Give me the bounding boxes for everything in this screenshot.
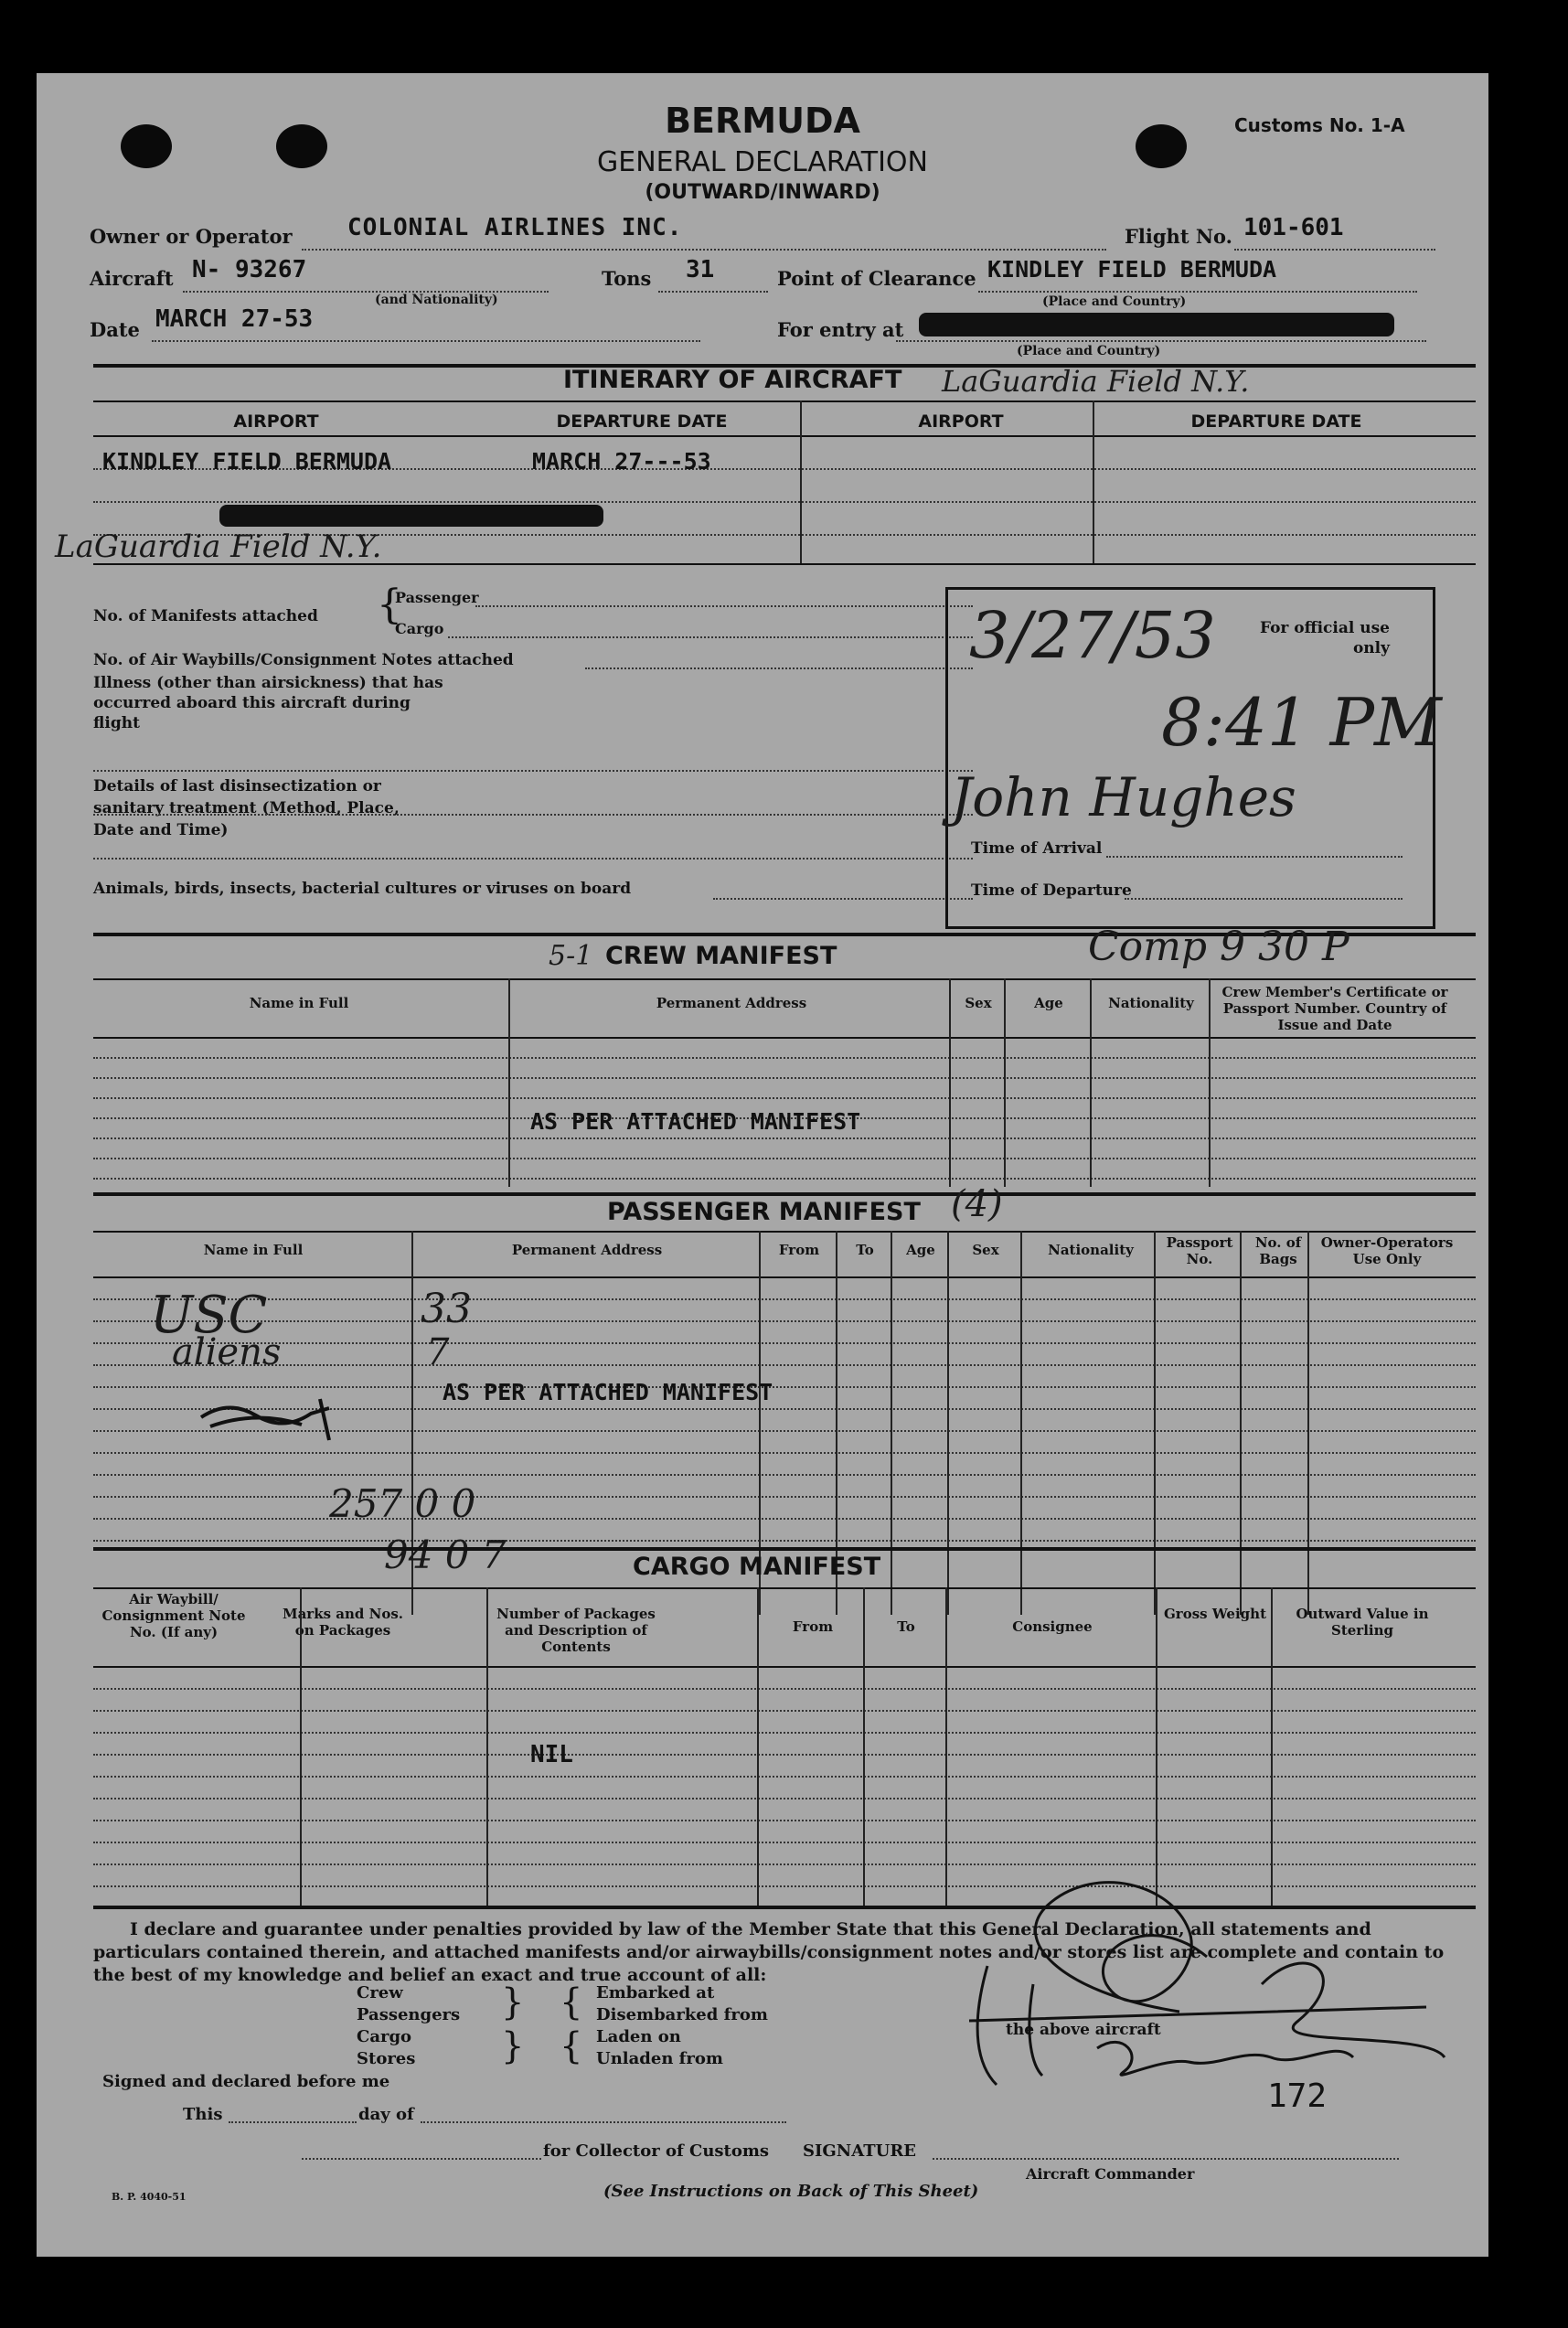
list-laden: Laden on — [596, 2027, 681, 2046]
itinerary-row1-airport: KINDLEY FIELD BERMUDA — [102, 448, 392, 475]
form-code: B. P. 4040-51 — [112, 2191, 187, 2203]
itinerary-col-date: DEPARTURE DATE — [556, 411, 728, 432]
itinerary-title: ITINERARY OF AIRCRAFT — [563, 366, 902, 394]
passenger-col-address: Permanent Address — [511, 1242, 663, 1258]
redaction — [919, 313, 1394, 336]
cargo-col-waybill: Air Waybill/ Consignment Note No. (If any) — [101, 1591, 246, 1640]
owner-value: COLONIAL AIRLINES INC. — [347, 214, 683, 241]
passenger-hand-usc-count: 33 — [421, 1286, 472, 1332]
list-disembarked: Disembarked from — [596, 2005, 768, 2024]
official-use-label: For official use only — [1259, 619, 1390, 657]
passenger-hand-aliens-count: 7 — [426, 1331, 450, 1373]
collector-label: for Collector of Customs — [543, 2141, 770, 2161]
clearance-label: Point of Clearance — [777, 267, 976, 290]
illness-label: Illness (other than airsickness) that has occurred aboard this aircraft during flight — [93, 674, 443, 732]
official-hand-date: 3/27/53 — [969, 598, 1216, 673]
cargo-col-from: From — [792, 1618, 834, 1635]
cargo-col-value: Outward Value in Sterling — [1296, 1606, 1429, 1639]
itinerary-col-airport-2: AIRPORT — [918, 411, 1004, 432]
disinsect-label: Details of last disinsectization or sanitary treatment (Method, Place, Date and Time) — [93, 777, 400, 839]
aircraft-note: the above aircraft — [1006, 2021, 1161, 2039]
declaration-list-left — [357, 1982, 460, 2070]
cargo-title: CARGO MANIFEST — [633, 1553, 881, 1581]
passenger-hand-tally-2: 94 0 7 — [384, 1532, 507, 1577]
flight-label: Flight No. — [1125, 225, 1232, 248]
passenger-col-owner: Owner-Operators Use Only — [1320, 1234, 1454, 1267]
cargo-count-label: Cargo — [395, 620, 444, 637]
passenger-col-bags: No. of Bags — [1254, 1234, 1302, 1267]
passenger-col-to: To — [856, 1242, 874, 1258]
entry-note: (Place and Country) — [1017, 344, 1161, 358]
departure-label: Time of Departure — [971, 881, 1132, 900]
passenger-col-age: Age — [906, 1242, 935, 1258]
passenger-col-passport: Passport No. — [1166, 1234, 1233, 1267]
passenger-col-nationality: Nationality — [1048, 1242, 1134, 1258]
animals-label: Animals, birds, insects, bacterial cultures or viruses on board — [93, 880, 632, 898]
scribble-mark — [192, 1390, 357, 1445]
list-embarked: Embarked at — [596, 1983, 715, 2002]
cargo-nil: NIL — [530, 1741, 573, 1768]
entry-handwritten: LaGuardia Field N.Y. — [942, 364, 1250, 399]
passenger-hand-tally-1: 257 0 0 — [329, 1481, 476, 1526]
waybills-label: No. of Air Waybills/Consignment Notes attached — [93, 651, 514, 669]
arrival-label: Time of Arrival — [971, 839, 1103, 858]
list-unladen: Unladen from — [596, 2049, 723, 2068]
crew-hand-comp: Comp 9 30 P — [1088, 924, 1349, 970]
list-cargo: Cargo — [357, 2027, 412, 2046]
passenger-col-sex: Sex — [972, 1242, 999, 1258]
crew-col-address: Permanent Address — [656, 995, 807, 1011]
signature-label: SIGNATURE — [803, 2141, 916, 2161]
cargo-col-to: To — [897, 1618, 915, 1635]
itinerary-col-date-2: DEPARTURE DATE — [1190, 411, 1362, 432]
passenger-hand-usc: USC — [150, 1286, 268, 1345]
declaration-list-right — [596, 1982, 768, 2070]
passenger-hand-aliens: aliens — [172, 1331, 282, 1373]
declaration-form: BERMUDA GENERAL DECLARATION (OUTWARD/INWARD) Customs No. 1-A Owner or Operator COLONIAL AIRLINES INC. Flight No. 101-601 Aircraft N- 93267 (and Nationality) Tons 31 Point of Clearance KINDLEY FIELD BERMUDA (Place and Country) Date MARCH 27-53 For entry at (Place and Country) ITINERARY OF AIRCRAFT LaGuardia Field N.Y. AIRPORT DEPARTURE DATE AIRPORT DEPARTURE DATE KINDLEY FIELD BERMUDA MARCH 27---53 LaGuardia Field N.Y. No. of Manifests attached { Passenger Cargo No. of Air Waybills/Consignment Notes attached Illness (other than airsickness) that has occurred aboard this aircraft during flight Details of last disinsectization or sanitary treatment (Method, Place, Date and Time) Animals, birds, insects, bacterial cultures or viruses on board For official use only 3/27/53 8:41 PM John Hughes Time of Arrival Time of Departure 5-1 CREW MANIFEST Comp 9 30 P Name in Full Permanent Address Sex Age Nationality Crew Member's Certificate or Passport Number. Country of Issue and Date AS PER ATTACHED MANIFEST PASSENGER MANIFEST (4) Name in Full Permanent Address From To Age Sex Nationality Passport No. No. of Bags Owner-Operators Use Only USC 33 aliens 7 AS PER ATTACHED MANIFEST 257 0 0 94 0 7 CARGO MANIFEST Air Waybill/ Consignment Note No. (If any) Marks and Nos. on Packages Number of Packages and Description of Contents From To Consignee Gross Weight Outward Value in Sterling NIL I declare and guarantee under penalties provided by law of the Member State that this General Declaration, all statements and particulars contained therein, and attached manifests and/or airwaybills/consignment notes and/or stores list are complete and contain to the best of my knowledge and belief an exact and true account of all: Crew Passengers Cargo Stores } } { { Embarked at Disembarked from Laden on Unladen from the above aircraft Signed and declared before me This day of for Collector of Customs SIGNATURE Aircraft Commander (See Instructions on Back of This Sheet) B. P. 4040-51 172 — [37, 73, 1488, 2257]
cargo-col-consignee: Consignee — [1012, 1618, 1093, 1635]
itinerary-col-airport: AIRPORT — [233, 411, 319, 432]
owner-label: Owner or Operator — [90, 225, 293, 248]
itinerary-row1-date: MARCH 27---53 — [532, 448, 711, 475]
flight-value: 101-601 — [1243, 214, 1344, 241]
form-direction: (OUTWARD/INWARD) — [645, 181, 880, 204]
page-number: 172 — [1267, 2077, 1328, 2115]
commander-signature — [914, 1829, 1463, 2121]
manifests-label: No. of Manifests attached — [93, 607, 318, 625]
date-value: MARCH 27-53 — [155, 305, 314, 333]
crew-col-sex: Sex — [965, 995, 992, 1011]
form-subtitle: GENERAL DECLARATION — [597, 146, 928, 178]
list-crew: Crew — [357, 1983, 403, 2002]
declaration-text: I declare and guarantee under penalties provided by law of the Member State that this General Declaration, all statements and particulars contained therein, and attached manifests and/or airwaybills/consignment notes and/or stores list are complete and contain to the best of my knowledge and belief an exact and true account of all: — [93, 1919, 1445, 1985]
day-label: day of — [358, 2105, 414, 2124]
passenger-col-name: Name in Full — [203, 1242, 304, 1258]
passenger-title: PASSENGER MANIFEST — [607, 1198, 921, 1226]
crew-col-name: Name in Full — [249, 995, 349, 1011]
date-label: Date — [90, 318, 140, 341]
passenger-col-from: From — [778, 1242, 820, 1258]
commander-label: Aircraft Commander — [1026, 2165, 1195, 2183]
crew-stamp: AS PER ATTACHED MANIFEST — [530, 1108, 861, 1135]
aircraft-label: Aircraft — [90, 267, 174, 290]
crew-col-nationality: Nationality — [1108, 995, 1194, 1011]
crew-col-age: Age — [1034, 995, 1063, 1011]
list-stores: Stores — [357, 2049, 416, 2068]
entry-label: For entry at — [777, 318, 904, 341]
official-hand-signature: John Hughes — [951, 766, 1296, 828]
cargo-col-marks: Marks and Nos. on Packages — [282, 1606, 403, 1639]
passenger-hand-count: (4) — [951, 1183, 1003, 1225]
crew-col-certificate: Crew Member's Certificate or Passport Number. Country of Issue and Date — [1221, 984, 1448, 1033]
instructions-note: (See Instructions on Back of This Sheet) — [603, 2182, 979, 2201]
cargo-col-weight: Gross Weight — [1163, 1606, 1267, 1622]
clearance-note: (Place and Country) — [1042, 294, 1187, 309]
redaction — [219, 505, 603, 527]
list-passengers: Passengers — [357, 2005, 461, 2024]
itinerary-row3-handwritten: LaGuardia Field N.Y. — [55, 529, 382, 565]
crew-title: CREW MANIFEST — [605, 942, 837, 970]
tons-value: 31 — [686, 256, 715, 283]
aircraft-note: (and Nationality) — [375, 293, 498, 307]
signed-label: Signed and declared before me — [102, 2072, 390, 2091]
aircraft-value: N- 93267 — [192, 256, 307, 283]
form-number: Customs No. 1-A — [1234, 114, 1405, 136]
passenger-stamp: AS PER ATTACHED MANIFEST — [443, 1379, 773, 1405]
crew-hand-prefix: 5-1 — [549, 940, 593, 972]
this-label: This — [183, 2105, 223, 2124]
form-title: BERMUDA — [665, 101, 860, 141]
clearance-value: KINDLEY FIELD BERMUDA — [987, 256, 1277, 283]
passenger-count-label: Passenger — [395, 589, 479, 606]
cargo-col-description: Number of Packages and Description of Contents — [496, 1606, 656, 1655]
official-hand-time: 8:41 PM — [1161, 684, 1442, 761]
tons-label: Tons — [602, 267, 652, 290]
